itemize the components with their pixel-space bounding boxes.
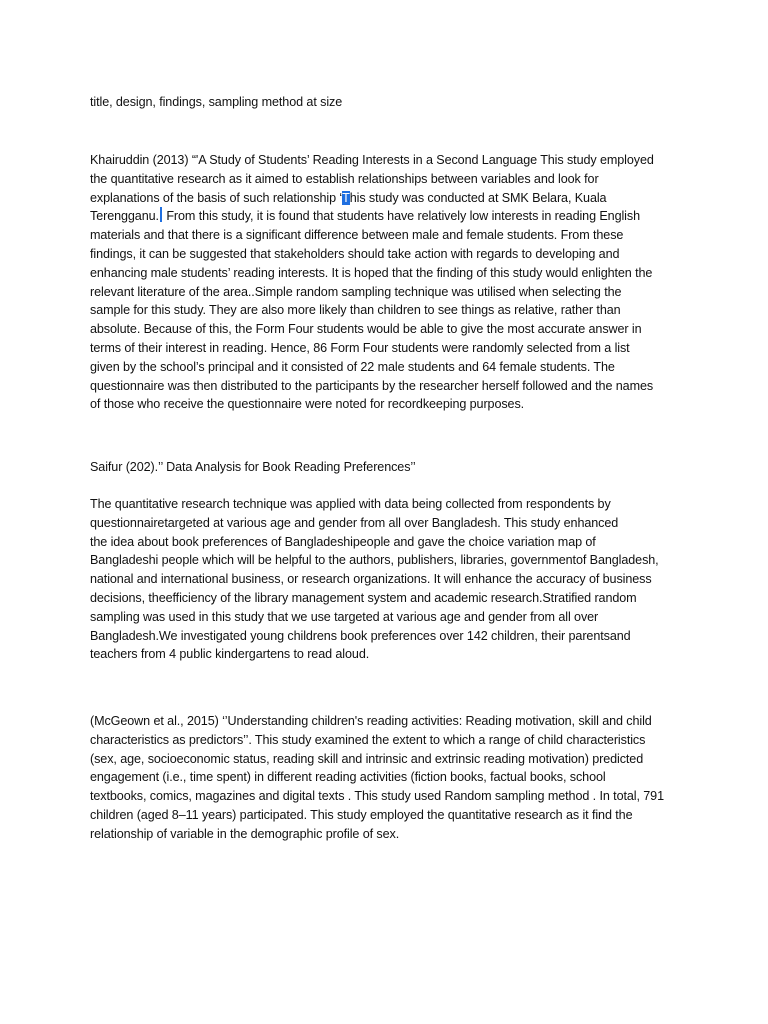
entry-mcgeown-body: (McGeown et al., 2015) ‘’Understanding children's reading activities: Reading motivation, skill and child characteristics as predictors’’. This study examined the extent to which a range of child characteristics (sex, age, socioeconomic status, reading skill and intrinsic and extrinsic reading motivation) predicted engagement (i.e., time spent) in different reading activities (fiction books, factual books, school textbooks, comics, magazines and digital texts . This study used Random sampling method . In total, 791 children (aged 8–11 years) participated. This study employed the quantitative research as it find the relationship of variable in the demographic profile of sex. [90,714,664,841]
entry-saifur-title: Saifur (202).’’ Data Analysis for Book Reading Preferences’’ [90,460,416,474]
entry-khairuddin-text-c: From this study, it is found that students have relatively low interests in reading English materials and that there is a significant difference between male and female students. From these findings, it can be suggested that stakeholders should take action with regards to developing and enhancing male students’ reading interests. It is hoped that the finding of this study would enlighten the relevant literature of the area..Simple random sampling technique was utilised when selecting the sample for this study. They are also more likely than children to see things as relative, rather than absolute. Because of this, the Form Four students would be able to give the most accurate answer in terms of their interest in reading. Hence, 86 Form Four students were randomly selected from a list given by the school’s principal and it consisted of 22 male students and 64 female students. The questionnaire was then distributed to the participants by the researcher herself followed and the names of those who receive the questionnaire were noted for recordkeeping purposes. [90,209,654,412]
text-cursor [160,207,162,222]
selected-text[interactable]: T [342,190,350,205]
entry-saifur-body: The quantitative research technique was applied with data being collected from respondents by questionnairetargeted at various age and gender from all over Bangladesh. This study enhanced the idea about book preferences of Bangladeshipeople and gave the choice variation map of Bangladeshi people which will be helpful to the authors, publishers, libraries, governmentof Bangladesh, national and international business, or research organizations. It will enhance the accuracy of business decisions, theefficiency of the library management system and academic research.Stratified random sampling was used in this study that we use targeted at various age and gender from all over Bangladesh.We investigated young childrens book preferences over 142 children, their parentsand teachers from 4 public kindergartens to read aloud. [90,497,659,662]
document-heading: title, design, findings, sampling method at size [90,95,343,109]
entry-khairuddin-text-b: his study was conducted at SMK Belara, Kuala Terengganu. [90,190,607,224]
entry-khairuddin-text-a: Khairuddin (2013) “'A Study of Students’ Reading Interests in a Second Language This study employed the quantitative research as it aimed to establish relationships between variables and look for explanations of the basis of such relationship ‘ [90,153,654,205]
entry-khairuddin [90,151,680,414]
